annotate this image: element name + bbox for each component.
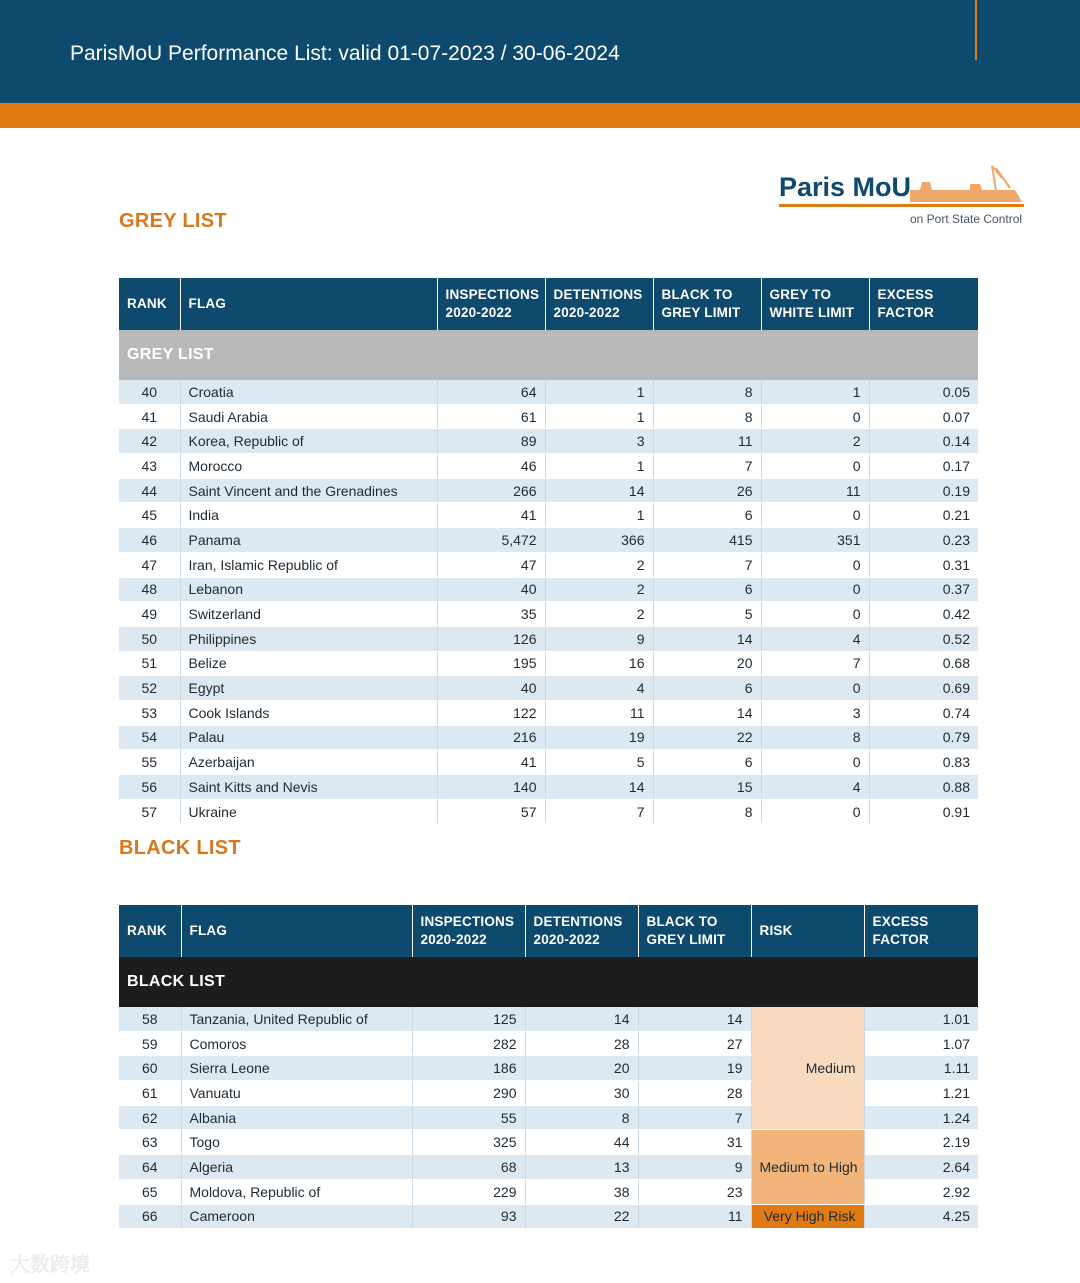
flag-cell: Saint Vincent and the Grenadines [180, 478, 437, 503]
flag-cell: Saudi Arabia [180, 404, 437, 429]
table-row [119, 775, 978, 800]
value-cell: 415 [653, 528, 761, 553]
excess-factor-cell: 2.92 [864, 1179, 978, 1204]
rank-cell: 49 [119, 602, 180, 627]
table-row [119, 503, 978, 528]
rank-cell: 47 [119, 552, 180, 577]
value-cell: 13 [525, 1155, 638, 1180]
grey-col-header-6: EXCESS FACTOR [869, 278, 978, 330]
value-cell: 6 [653, 676, 761, 701]
value-cell: 64 [437, 380, 545, 404]
flag-cell: Croatia [180, 380, 437, 404]
black-list-title: BLACK LIST [119, 837, 241, 859]
value-cell: 0.68 [869, 651, 978, 676]
paris-mou-logo [770, 160, 1040, 235]
table-row [119, 528, 978, 553]
value-cell: 186 [412, 1056, 525, 1081]
value-cell: 22 [653, 725, 761, 750]
flag-cell: Philippines [180, 626, 437, 651]
grey-col-header-5: GREY TO WHITE LIMIT [761, 278, 869, 330]
value-cell: 0 [761, 454, 869, 479]
rank-cell: 51 [119, 651, 180, 676]
value-cell: 14 [653, 626, 761, 651]
grey-band-label: GREY LIST [119, 330, 978, 380]
value-cell: 8 [653, 799, 761, 824]
value-cell: 28 [638, 1081, 751, 1106]
table-row [119, 700, 978, 725]
value-cell: 0.52 [869, 626, 978, 651]
value-cell: 22 [525, 1204, 638, 1229]
table-row [119, 552, 978, 577]
rank-cell: 59 [119, 1031, 181, 1056]
rank-cell: 50 [119, 626, 180, 651]
table-row [119, 1204, 978, 1229]
black-band-label: BLACK LIST [119, 957, 978, 1007]
value-cell: 14 [525, 1007, 638, 1031]
value-cell: 16 [545, 651, 653, 676]
value-cell: 0.83 [869, 750, 978, 775]
value-cell: 1 [545, 404, 653, 429]
flag-cell: Iran, Islamic Republic of [180, 552, 437, 577]
grey-col-header-2: INSPECTIONS 2020-2022 [437, 278, 545, 330]
value-cell: 351 [761, 528, 869, 553]
value-cell: 5,472 [437, 528, 545, 553]
excess-factor-cell: 4.25 [864, 1204, 978, 1229]
excess-factor-cell: 1.21 [864, 1081, 978, 1106]
black-col-header-5: RISK [751, 905, 864, 957]
value-cell: 61 [437, 404, 545, 429]
rank-cell: 52 [119, 676, 180, 701]
table-row [119, 676, 978, 701]
value-cell: 8 [761, 725, 869, 750]
table-row [119, 750, 978, 775]
grey-col-header-0: RANK [119, 278, 180, 330]
value-cell: 229 [412, 1179, 525, 1204]
black-band-row [119, 957, 978, 1007]
rank-cell: 60 [119, 1056, 181, 1081]
flag-cell: Saint Kitts and Nevis [180, 775, 437, 800]
rank-cell: 56 [119, 775, 180, 800]
header-divider [975, 0, 977, 60]
flag-cell: Ukraine [180, 799, 437, 824]
flag-cell: Egypt [180, 676, 437, 701]
page-title: ParisMoU Performance List: valid 01-07-2023 / 30-06-2024 [70, 42, 620, 65]
value-cell: 125 [412, 1007, 525, 1031]
value-cell: 26 [653, 478, 761, 503]
value-cell: 0 [761, 552, 869, 577]
flag-cell: Cameroon [181, 1204, 412, 1229]
value-cell: 19 [638, 1056, 751, 1081]
value-cell: 14 [653, 700, 761, 725]
value-cell: 2 [545, 552, 653, 577]
value-cell: 0 [761, 602, 869, 627]
value-cell: 1 [545, 380, 653, 404]
rank-cell: 61 [119, 1081, 181, 1106]
value-cell: 11 [761, 478, 869, 503]
flag-cell: Switzerland [180, 602, 437, 627]
value-cell: 8 [653, 404, 761, 429]
grey-col-header-1: FLAG [180, 278, 437, 330]
grey-band-row [119, 330, 978, 380]
grey-col-header-3: DETENTIONS 2020-2022 [545, 278, 653, 330]
value-cell: 0.07 [869, 404, 978, 429]
value-cell: 122 [437, 700, 545, 725]
rank-cell: 41 [119, 404, 180, 429]
table-row [119, 799, 978, 824]
value-cell: 0.88 [869, 775, 978, 800]
value-cell: 7 [653, 454, 761, 479]
value-cell: 325 [412, 1130, 525, 1155]
value-cell: 0.91 [869, 799, 978, 824]
value-cell: 282 [412, 1031, 525, 1056]
value-cell: 35 [437, 602, 545, 627]
value-cell: 1 [761, 380, 869, 404]
rank-cell: 48 [119, 577, 180, 602]
flag-cell: India [180, 503, 437, 528]
excess-factor-cell: 1.24 [864, 1105, 978, 1130]
value-cell: 55 [412, 1105, 525, 1130]
black-list-table [119, 905, 978, 1229]
value-cell: 14 [545, 478, 653, 503]
value-cell: 41 [437, 503, 545, 528]
flag-cell: Palau [180, 725, 437, 750]
black-col-header-3: DETENTIONS 2020-2022 [525, 905, 638, 957]
value-cell: 40 [437, 676, 545, 701]
table-row [119, 602, 978, 627]
value-cell: 30 [525, 1081, 638, 1106]
value-cell: 46 [437, 454, 545, 479]
value-cell: 41 [437, 750, 545, 775]
rank-cell: 46 [119, 528, 180, 553]
value-cell: 126 [437, 626, 545, 651]
table-row [119, 454, 978, 479]
rank-cell: 62 [119, 1105, 181, 1130]
flag-cell: Albania [181, 1105, 412, 1130]
value-cell: 31 [638, 1130, 751, 1155]
rank-cell: 45 [119, 503, 180, 528]
value-cell: 0 [761, 799, 869, 824]
value-cell: 3 [761, 700, 869, 725]
value-cell: 28 [525, 1031, 638, 1056]
value-cell: 0.14 [869, 429, 978, 454]
value-cell: 20 [525, 1056, 638, 1081]
value-cell: 0.37 [869, 577, 978, 602]
value-cell: 8 [653, 380, 761, 404]
value-cell: 23 [638, 1179, 751, 1204]
value-cell: 0.69 [869, 676, 978, 701]
value-cell: 3 [545, 429, 653, 454]
excess-factor-cell: 2.19 [864, 1130, 978, 1155]
value-cell: 44 [525, 1130, 638, 1155]
black-col-header-0: RANK [119, 905, 181, 957]
flag-cell: Togo [181, 1130, 412, 1155]
value-cell: 19 [545, 725, 653, 750]
value-cell: 216 [437, 725, 545, 750]
value-cell: 7 [653, 552, 761, 577]
value-cell: 366 [545, 528, 653, 553]
black-table-header [119, 905, 978, 957]
rank-cell: 43 [119, 454, 180, 479]
value-cell: 0.42 [869, 602, 978, 627]
grey-list-title: GREY LIST [119, 210, 227, 232]
value-cell: 290 [412, 1081, 525, 1106]
flag-cell: Lebanon [180, 577, 437, 602]
rank-cell: 54 [119, 725, 180, 750]
rank-cell: 42 [119, 429, 180, 454]
value-cell: 15 [653, 775, 761, 800]
value-cell: 0.79 [869, 725, 978, 750]
flag-cell: Korea, Republic of [180, 429, 437, 454]
value-cell: 89 [437, 429, 545, 454]
risk-cell: Very High Risk [751, 1204, 864, 1229]
value-cell: 2 [761, 429, 869, 454]
value-cell: 7 [545, 799, 653, 824]
value-cell: 0.31 [869, 552, 978, 577]
value-cell: 47 [437, 552, 545, 577]
value-cell: 11 [545, 700, 653, 725]
value-cell: 4 [761, 775, 869, 800]
value-cell: 0.21 [869, 503, 978, 528]
value-cell: 6 [653, 577, 761, 602]
value-cell: 7 [761, 651, 869, 676]
flag-cell: Cook Islands [180, 700, 437, 725]
value-cell: 9 [638, 1155, 751, 1180]
rank-cell: 57 [119, 799, 180, 824]
flag-cell: Morocco [180, 454, 437, 479]
logo-name: Paris MoU [779, 172, 912, 202]
excess-factor-cell: 2.64 [864, 1155, 978, 1180]
value-cell: 57 [437, 799, 545, 824]
value-cell: 2 [545, 577, 653, 602]
rank-cell: 66 [119, 1204, 181, 1229]
value-cell: 27 [638, 1031, 751, 1056]
value-cell: 6 [653, 503, 761, 528]
logo-subtitle: on Port State Control [910, 212, 1023, 226]
table-row [119, 626, 978, 651]
value-cell: 0.17 [869, 454, 978, 479]
black-col-header-6: EXCESS FACTOR [864, 905, 978, 957]
excess-factor-cell: 1.07 [864, 1031, 978, 1056]
value-cell: 0 [761, 577, 869, 602]
value-cell: 9 [545, 626, 653, 651]
value-cell: 14 [545, 775, 653, 800]
value-cell: 20 [653, 651, 761, 676]
grey-table-header [119, 278, 978, 330]
rank-cell: 44 [119, 478, 180, 503]
value-cell: 0.05 [869, 380, 978, 404]
value-cell: 14 [638, 1007, 751, 1031]
value-cell: 40 [437, 577, 545, 602]
black-col-header-1: FLAG [181, 905, 412, 957]
excess-factor-cell: 1.11 [864, 1056, 978, 1081]
flag-cell: Algeria [181, 1155, 412, 1180]
value-cell: 195 [437, 651, 545, 676]
value-cell: 93 [412, 1204, 525, 1229]
rank-cell: 64 [119, 1155, 181, 1180]
grey-list-table [119, 278, 978, 824]
accent-bar [0, 103, 1080, 128]
value-cell: 6 [653, 750, 761, 775]
risk-cell: Medium to High [751, 1130, 864, 1204]
grey-col-header-4: BLACK TO GREY LIMIT [653, 278, 761, 330]
value-cell: 0 [761, 404, 869, 429]
value-cell: 5 [653, 602, 761, 627]
rank-cell: 63 [119, 1130, 181, 1155]
table-row [119, 1130, 978, 1155]
top-header-bar [0, 0, 1080, 103]
value-cell: 0.74 [869, 700, 978, 725]
table-row [119, 380, 978, 404]
black-col-header-2: INSPECTIONS 2020-2022 [412, 905, 525, 957]
flag-cell: Sierra Leone [181, 1056, 412, 1081]
table-row [119, 478, 978, 503]
table-row [119, 404, 978, 429]
value-cell: 7 [638, 1105, 751, 1130]
rank-cell: 65 [119, 1179, 181, 1204]
value-cell: 5 [545, 750, 653, 775]
table-row [119, 1007, 978, 1031]
table-row [119, 429, 978, 454]
value-cell: 266 [437, 478, 545, 503]
value-cell: 4 [545, 676, 653, 701]
rank-cell: 58 [119, 1007, 181, 1031]
flag-cell: Belize [180, 651, 437, 676]
value-cell: 4 [761, 626, 869, 651]
value-cell: 0.23 [869, 528, 978, 553]
watermark-text: 大数跨境 [10, 1254, 90, 1276]
table-row [119, 725, 978, 750]
value-cell: 1 [545, 503, 653, 528]
rank-cell: 53 [119, 700, 180, 725]
table-row [119, 651, 978, 676]
excess-factor-cell: 1.01 [864, 1007, 978, 1031]
flag-cell: Tanzania, United Republic of [181, 1007, 412, 1031]
value-cell: 2 [545, 602, 653, 627]
value-cell: 68 [412, 1155, 525, 1180]
risk-cell: Medium [751, 1007, 864, 1130]
value-cell: 0.19 [869, 478, 978, 503]
value-cell: 11 [638, 1204, 751, 1229]
value-cell: 8 [525, 1105, 638, 1130]
black-col-header-4: BLACK TO GREY LIMIT [638, 905, 751, 957]
value-cell: 140 [437, 775, 545, 800]
value-cell: 1 [545, 454, 653, 479]
value-cell: 0 [761, 676, 869, 701]
table-row [119, 577, 978, 602]
value-cell: 0 [761, 503, 869, 528]
rank-cell: 55 [119, 750, 180, 775]
value-cell: 0 [761, 750, 869, 775]
flag-cell: Azerbaijan [180, 750, 437, 775]
flag-cell: Comoros [181, 1031, 412, 1056]
value-cell: 11 [653, 429, 761, 454]
flag-cell: Vanuatu [181, 1081, 412, 1106]
flag-cell: Panama [180, 528, 437, 553]
flag-cell: Moldova, Republic of [181, 1179, 412, 1204]
value-cell: 38 [525, 1179, 638, 1204]
rank-cell: 40 [119, 380, 180, 404]
